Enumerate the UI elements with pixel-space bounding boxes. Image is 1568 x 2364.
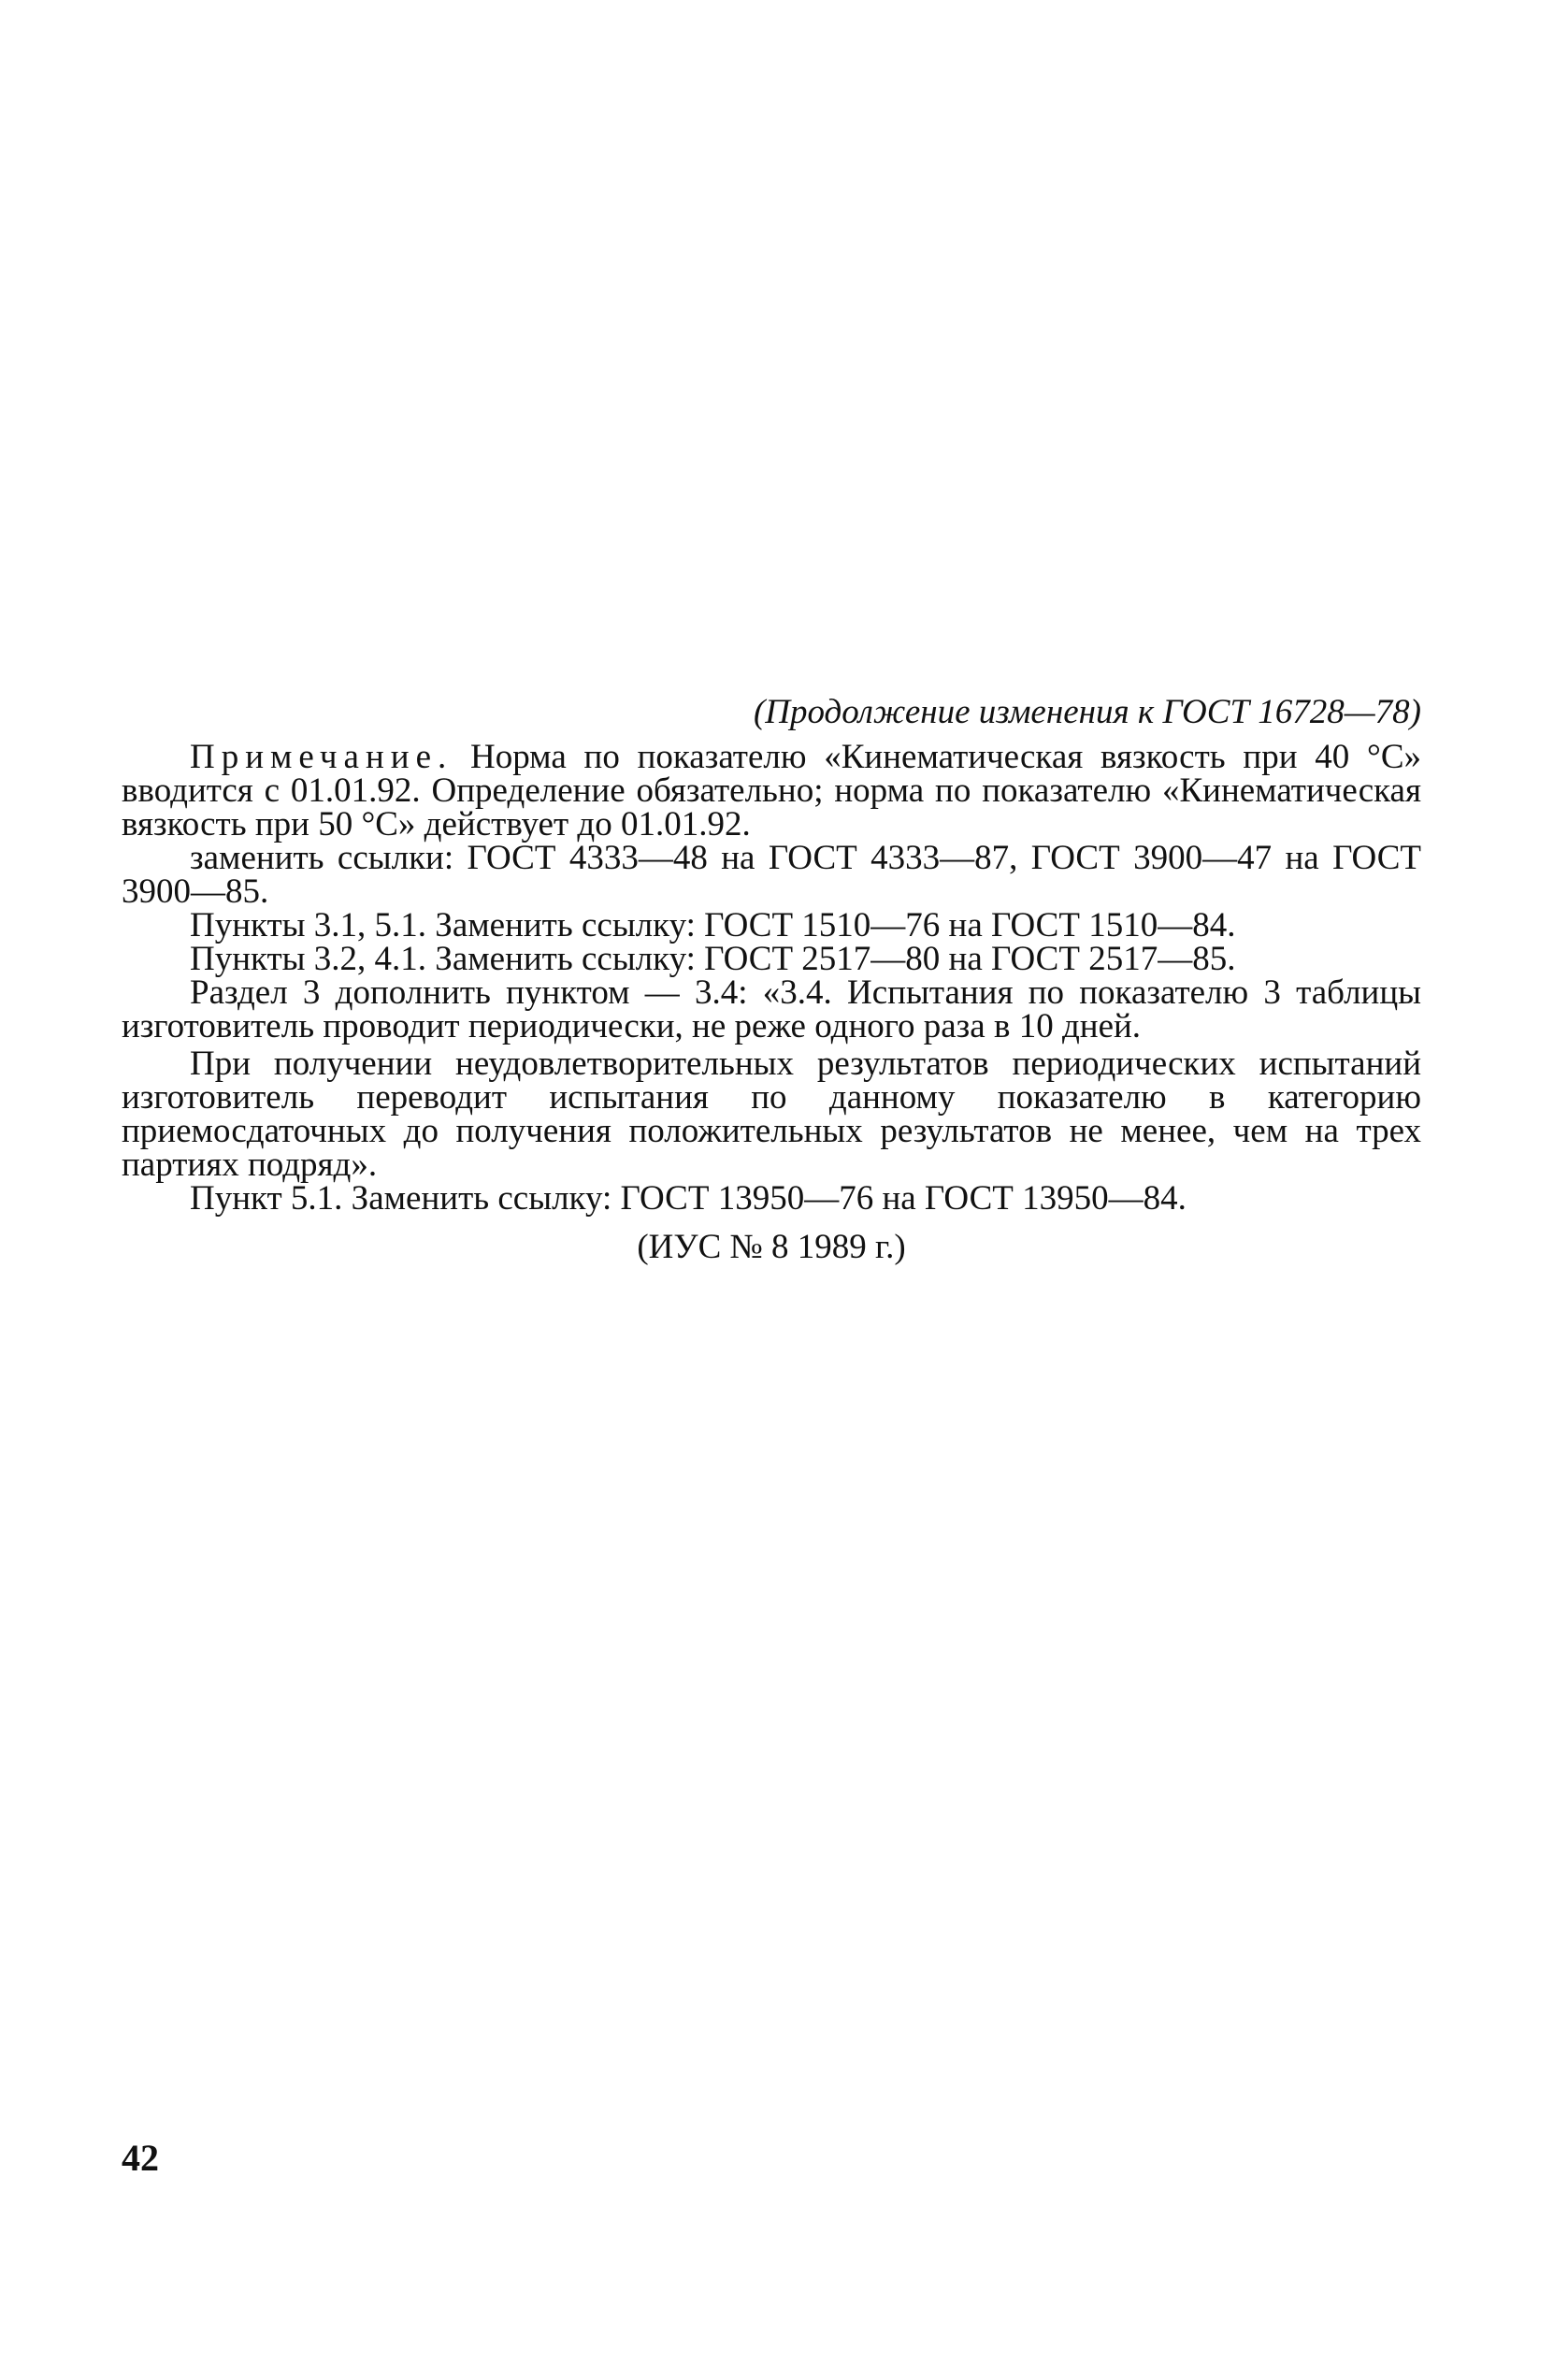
paragraph-unsatisfactory-results: При получении неудовлетворительных результатов периодических испытаний изготовитель переводит испытания по данному показателю в категорию приемосдаточных до получения положительных результатов не менее, чем на трех партиях подряд».	[122, 1045, 1421, 1184]
paragraph-section-3: Раздел 3 дополнить пунктом — 3.4: «3.4. Испытания по показателю 3 таблицы изготовитель проводит периодически, не реже одного раза в 10 дней.	[122, 973, 1421, 1045]
page-number: 42	[122, 2137, 159, 2179]
source-citation: (ИУС № 8 1989 г.)	[637, 1228, 906, 1266]
paragraph-references: заменить ссылки: ГОСТ 4333—48 на ГОСТ 4333—87, ГОСТ 3900—47 на ГОСТ 3900—85.	[122, 839, 1421, 911]
paragraph-items-3-1-5-1: Пункты 3.1, 5.1. Заменить ссылку: ГОСТ 1510—76 на ГОСТ 1510—84.	[190, 906, 1236, 944]
paragraph-items-3-2-4-1: Пункты 3.2, 4.1. Заменить ссылку: ГОСТ 2517—80 на ГОСТ 2517—85.	[190, 940, 1236, 978]
note-paragraph	[122, 738, 1421, 843]
continuation-header: (Продолжение изменения к ГОСТ 16728—78)	[753, 693, 1421, 731]
paragraph-item-5-1: Пункт 5.1. Заменить ссылку: ГОСТ 13950—76 на ГОСТ 13950—84.	[190, 1179, 1187, 1218]
note-label: Примечание.	[190, 738, 453, 776]
text-block	[122, 692, 1421, 1303]
note-text: Норма по показателю «Кинематическая вязкость при 40 °С» вводится с 01.01.92. Определение обязательно; норма по показателю «Кинематическая вязкость при 50 °С» действует до 01.01.92.	[122, 738, 1421, 843]
